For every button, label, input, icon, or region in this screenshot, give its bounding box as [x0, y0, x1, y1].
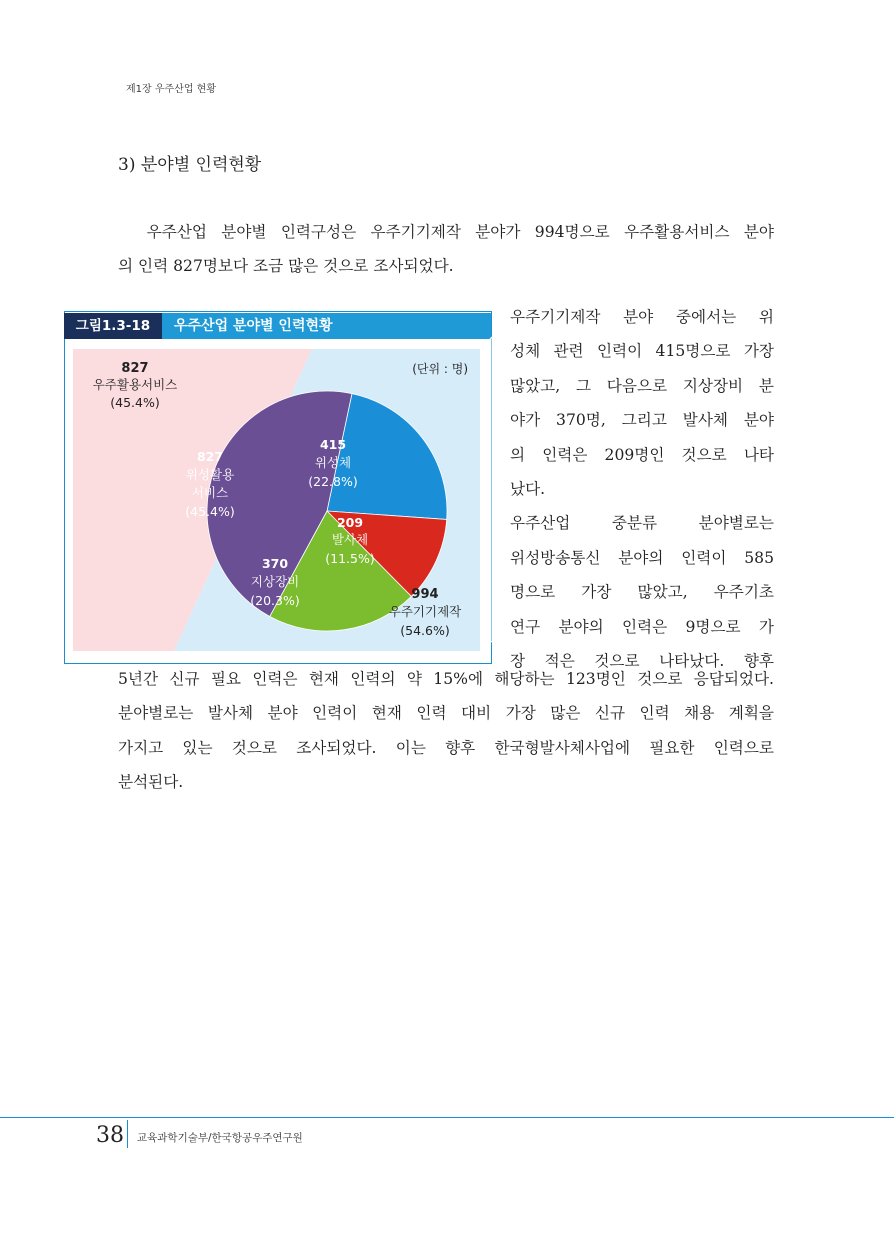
side-paragraph	[510, 300, 774, 678]
text-line: 분야별로는 발사체 분야 인력이 현재 인력 대비 가장 많은 신규 인력 채용 계획을	[118, 704, 774, 723]
text-line: 우주산업 중분류 분야별로는	[510, 514, 774, 533]
slice-pct: (20.3%)	[250, 593, 300, 608]
text-line: 의 인력은 209명인 것으로 나타	[510, 445, 774, 464]
group-name-services: 우주활용서비스	[92, 377, 178, 392]
text-line: 5년간 신규 필요 인력은 현재 인력의 약 15%에 해당하는 123명인 것으로 응답되었다.	[118, 670, 774, 688]
text-line: 났다.	[510, 480, 546, 499]
group-pct-manufacturing: (54.6%)	[400, 623, 450, 638]
text-line: 분석된다.	[118, 773, 184, 792]
slice-name: 위성체	[314, 455, 352, 470]
text-line: 장 적은 것으로 나타났다. 향후	[510, 652, 774, 671]
text-line: 연구 분야의 인력은 9명으로 가	[510, 617, 774, 636]
slice-pct: (22.8%)	[308, 474, 358, 489]
slice-pct: (45.4%)	[185, 504, 235, 519]
text-line: 가지고 있는 것으로 조사되었다. 이는 향후 한국형발사체사업에 필요한 인력으로	[118, 738, 774, 757]
slice-pct: (11.5%)	[325, 551, 375, 566]
continuation-paragraph	[118, 662, 774, 800]
text-line: 성체 관련 인력이 415명으로 가장	[510, 342, 774, 361]
text-line: 위성방송통신 분야의 인력이 585	[510, 548, 774, 567]
publisher: 교육과학기술부/한국항공우주연구원	[137, 1132, 303, 1144]
slice-name: 지상장비	[250, 574, 300, 589]
running-head: 제1장 우주산업 현황	[126, 84, 216, 95]
slice-name: 위성활용	[185, 467, 235, 482]
slice-value: 827	[196, 449, 224, 464]
figure-title: 우주산업 분야별 인력현황	[174, 318, 333, 334]
page-number: 38	[96, 1123, 124, 1148]
intro-paragraph	[118, 215, 774, 284]
figure-label: 그림1.3-18	[64, 313, 162, 339]
unit-label: (단위 : 명)	[412, 362, 468, 376]
slice-value: 415	[319, 437, 347, 452]
group-value-manufacturing: 994	[411, 587, 439, 602]
slice-value: 209	[336, 515, 364, 530]
text-line: 많았고, 그 다음으로 지상장비 분	[510, 376, 774, 395]
footer-rule	[0, 1117, 894, 1118]
text-line: 명으로 가장 많았고, 우주기초	[510, 583, 774, 602]
slice-name: 서비스	[191, 485, 229, 500]
section-title: 3) 분야별 인력현황	[118, 155, 262, 175]
group-value-services: 827	[121, 361, 149, 376]
text-line: 우주산업 분야별 인력구성은 우주기기제작 분야가 994명으로 우주활용서비스 분야	[118, 223, 774, 241]
figure	[62, 311, 492, 665]
group-pct-services: (45.4%)	[110, 395, 160, 410]
group-name-manufacturing: 우주기기제작	[388, 604, 462, 619]
slice-name: 발사체	[331, 532, 369, 547]
text-line: 야가 370명, 그리고 발사체 분야	[510, 411, 774, 430]
slice-value: 370	[261, 556, 289, 571]
footer-separator	[127, 1120, 128, 1148]
panel-edge	[480, 337, 492, 653]
text-line: 우주기기제작 분야 중에서는 위	[510, 308, 774, 326]
pie-chart	[62, 311, 492, 665]
text-line: 의 인력 827명보다 조금 많은 것으로 조사되었다.	[118, 257, 454, 276]
